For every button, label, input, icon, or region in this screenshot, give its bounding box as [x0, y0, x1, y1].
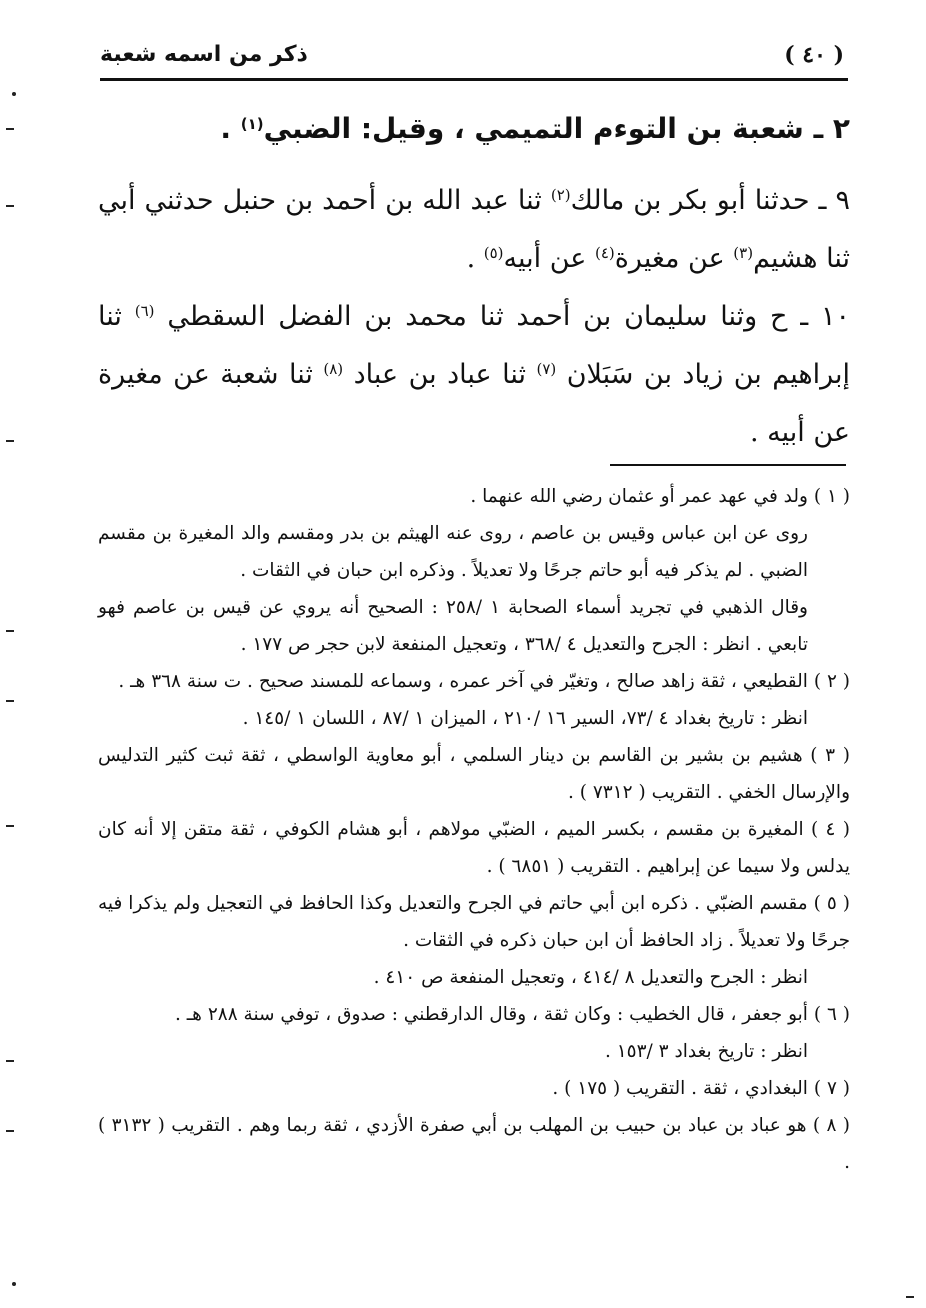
- footnote-3: [98, 737, 850, 811]
- footnote-text: وقال الذهبي في تجريد أسماء الصحابة ١ /٢٥٨ : الصحيح أنه يروي عن قيس بن عاصم فهو تابعي . انظر : الجرح والتعديل ٤ /٣٦٨ ، وتعجيل المنفعة لابن حجر ص ١٧٧ .: [98, 597, 808, 655]
- footnote-text: القطيعي ، ثقة زاهد صالح ، وتغيّر في آخر عمره ، وسماعه للمسند صحيح . ت سنة ٣٦٨ هـ .: [118, 671, 808, 692]
- footnote-marker: (٣): [733, 244, 754, 262]
- entry-heading-end: .: [220, 112, 241, 145]
- footnote-1: [98, 478, 850, 663]
- footnote-number: ( ١ ): [813, 486, 850, 507]
- narration-text: ١٠ ـ ح وثنا سليمان بن أحمد ثنا محمد بن الفضل السقطي: [154, 301, 850, 332]
- footnote-marker: (٤): [595, 244, 615, 262]
- scan-artifact: [6, 128, 14, 130]
- narration-text: عن أبيه: [503, 243, 595, 274]
- header-title: ذكر من اسمه شعبة: [100, 42, 308, 67]
- footnote-line: [98, 811, 850, 885]
- footnote-4: [98, 811, 850, 885]
- footnote-line: [98, 478, 850, 515]
- footnote-text: المغيرة بن مقسم ، بكسر الميم ، الضبّي مولاهم ، أبو هشام الكوفي ، ثقة متقن إلا أنه كان يدلس ولا سيما عن إبراهيم . التقريب ( ٦٨٥١ ) .: [98, 819, 850, 877]
- scan-artifact: [6, 1060, 14, 1062]
- running-header: [100, 38, 848, 81]
- scan-artifact: [12, 1282, 16, 1286]
- entry-heading-text: ٢ ـ شعبة بن التوءم التميمي ، وقيل: الضبي: [263, 112, 850, 145]
- footnote-line: [98, 996, 850, 1033]
- entry-heading: [98, 112, 850, 145]
- footnote-text: انظر : تاريخ بغداد ٤ /٧٣، السير ١٦ /٢١٠ ، الميزان ١ /٨٧ ، اللسان ١ /١٤٥ .: [242, 708, 808, 729]
- footnote-number: ( ٥ ): [813, 893, 850, 914]
- footnote-separator: [610, 464, 846, 466]
- scan-artifact: [6, 630, 14, 632]
- footnote-number: ( ٣ ): [810, 745, 850, 766]
- footnote-text: انظر : تاريخ بغداد ٣ /١٥٣ .: [604, 1041, 808, 1062]
- footnote-marker: (٥): [483, 244, 504, 262]
- footnote-text: ولد في عهد عمر أو عثمان رضي الله عنهما .: [470, 486, 808, 507]
- footnote-marker: (١): [240, 115, 264, 133]
- footnote-number: ( ٦ ): [813, 1004, 850, 1025]
- footnote-marker: (٧): [536, 360, 557, 378]
- narration-text: .: [466, 243, 484, 274]
- narration-text: ثنا إبراهيم بن زياد بن سَبَلان: [98, 301, 850, 390]
- footnote-line: [98, 1070, 850, 1107]
- footnote-text: روى عن ابن عباس وقيس بن عاصم ، روى عنه الهيثم بن بدر ومقسم والد المغيرة بن مقسم الضبي . لم يذكر فيه أبو حاتم جرحًا ولا تعديلاً . وذكره ابن حبان في الثقات .: [98, 523, 808, 581]
- scan-artifact: [6, 440, 14, 442]
- narration-text: ٩ ـ حدثنا أبو بكر بن مالك: [570, 185, 850, 216]
- footnote-6: [98, 996, 850, 1070]
- footnote-marker: (٢): [550, 186, 571, 204]
- narration-text: ثنا شعبة عن مغيرة عن أبيه .: [98, 359, 850, 448]
- footnote-line: [98, 885, 850, 959]
- footnote-marker: (٦): [134, 302, 155, 320]
- footnote-5: [98, 885, 850, 996]
- footnotes: [98, 478, 850, 1181]
- narration-text: ثنا عباد بن عباد: [343, 359, 537, 390]
- scan-artifact: [6, 1130, 14, 1132]
- footnote-number: ( ٢ ): [813, 671, 850, 692]
- footnote-marker: (٨): [323, 360, 344, 378]
- narration-9: [98, 172, 850, 288]
- footnote-text: مقسم الضبّي . ذكره ابن أبي حاتم في الجرح والتعديل وكذا الحافظ في التعجيل ولم يذكرا فيه جرحًا ولا تعديلاً . زاد الحافظ أن ابن حبان ذكره في الثقات .: [98, 893, 850, 951]
- page-number: ( ٤٠ ): [784, 42, 844, 68]
- footnote-text: انظر : الجرح والتعديل ٨ /٤١٤ ، وتعجيل المنفعة ص ٤١٠ .: [373, 967, 808, 988]
- footnote-number: ( ٨ ): [812, 1115, 850, 1136]
- footnote-text: أبو جعفر ، قال الخطيب : وكان ثقة ، وقال الدارقطني : صدوق ، توفي سنة ٢٨٨ هـ .: [175, 1004, 808, 1025]
- narration-text: عن مغيرة: [614, 243, 734, 274]
- scan-artifact: [6, 825, 14, 827]
- footnote-line: [98, 1107, 850, 1181]
- footnote-line: [98, 737, 850, 811]
- footnote-number: ( ٧ ): [813, 1078, 850, 1099]
- scan-artifact: [6, 205, 14, 207]
- footnote-text: هشيم بن بشير بن القاسم بن دينار السلمي ، أبو معاوية الواسطي ، ثقة ثبت كثير التدليس والإرسال الخفي . التقريب ( ٧٣١٢ ) .: [98, 745, 850, 803]
- footnote-2: [98, 663, 850, 737]
- narration-10: [98, 288, 850, 462]
- scan-artifact: [6, 700, 14, 702]
- scan-artifact: [906, 1296, 914, 1298]
- footnote-7: [98, 1070, 850, 1107]
- footnote-number: ( ٤ ): [810, 819, 850, 840]
- footnote-line: [98, 663, 850, 700]
- footnote-text: البغدادي ، ثقة . التقريب ( ١٧٥ ) .: [552, 1078, 808, 1099]
- footnote-8: [98, 1107, 850, 1181]
- narration-text: ثنا عبد الله بن أحمد بن حنبل حدثني أبي ثنا هشيم: [98, 185, 850, 274]
- scan-artifact: [12, 92, 16, 96]
- footnote-text: هو عباد بن عباد بن حبيب بن المهلب بن أبي صفرة الأزدي ، ثقة ربما وهم . التقريب ( ٣١٣٢ ) .: [98, 1115, 850, 1173]
